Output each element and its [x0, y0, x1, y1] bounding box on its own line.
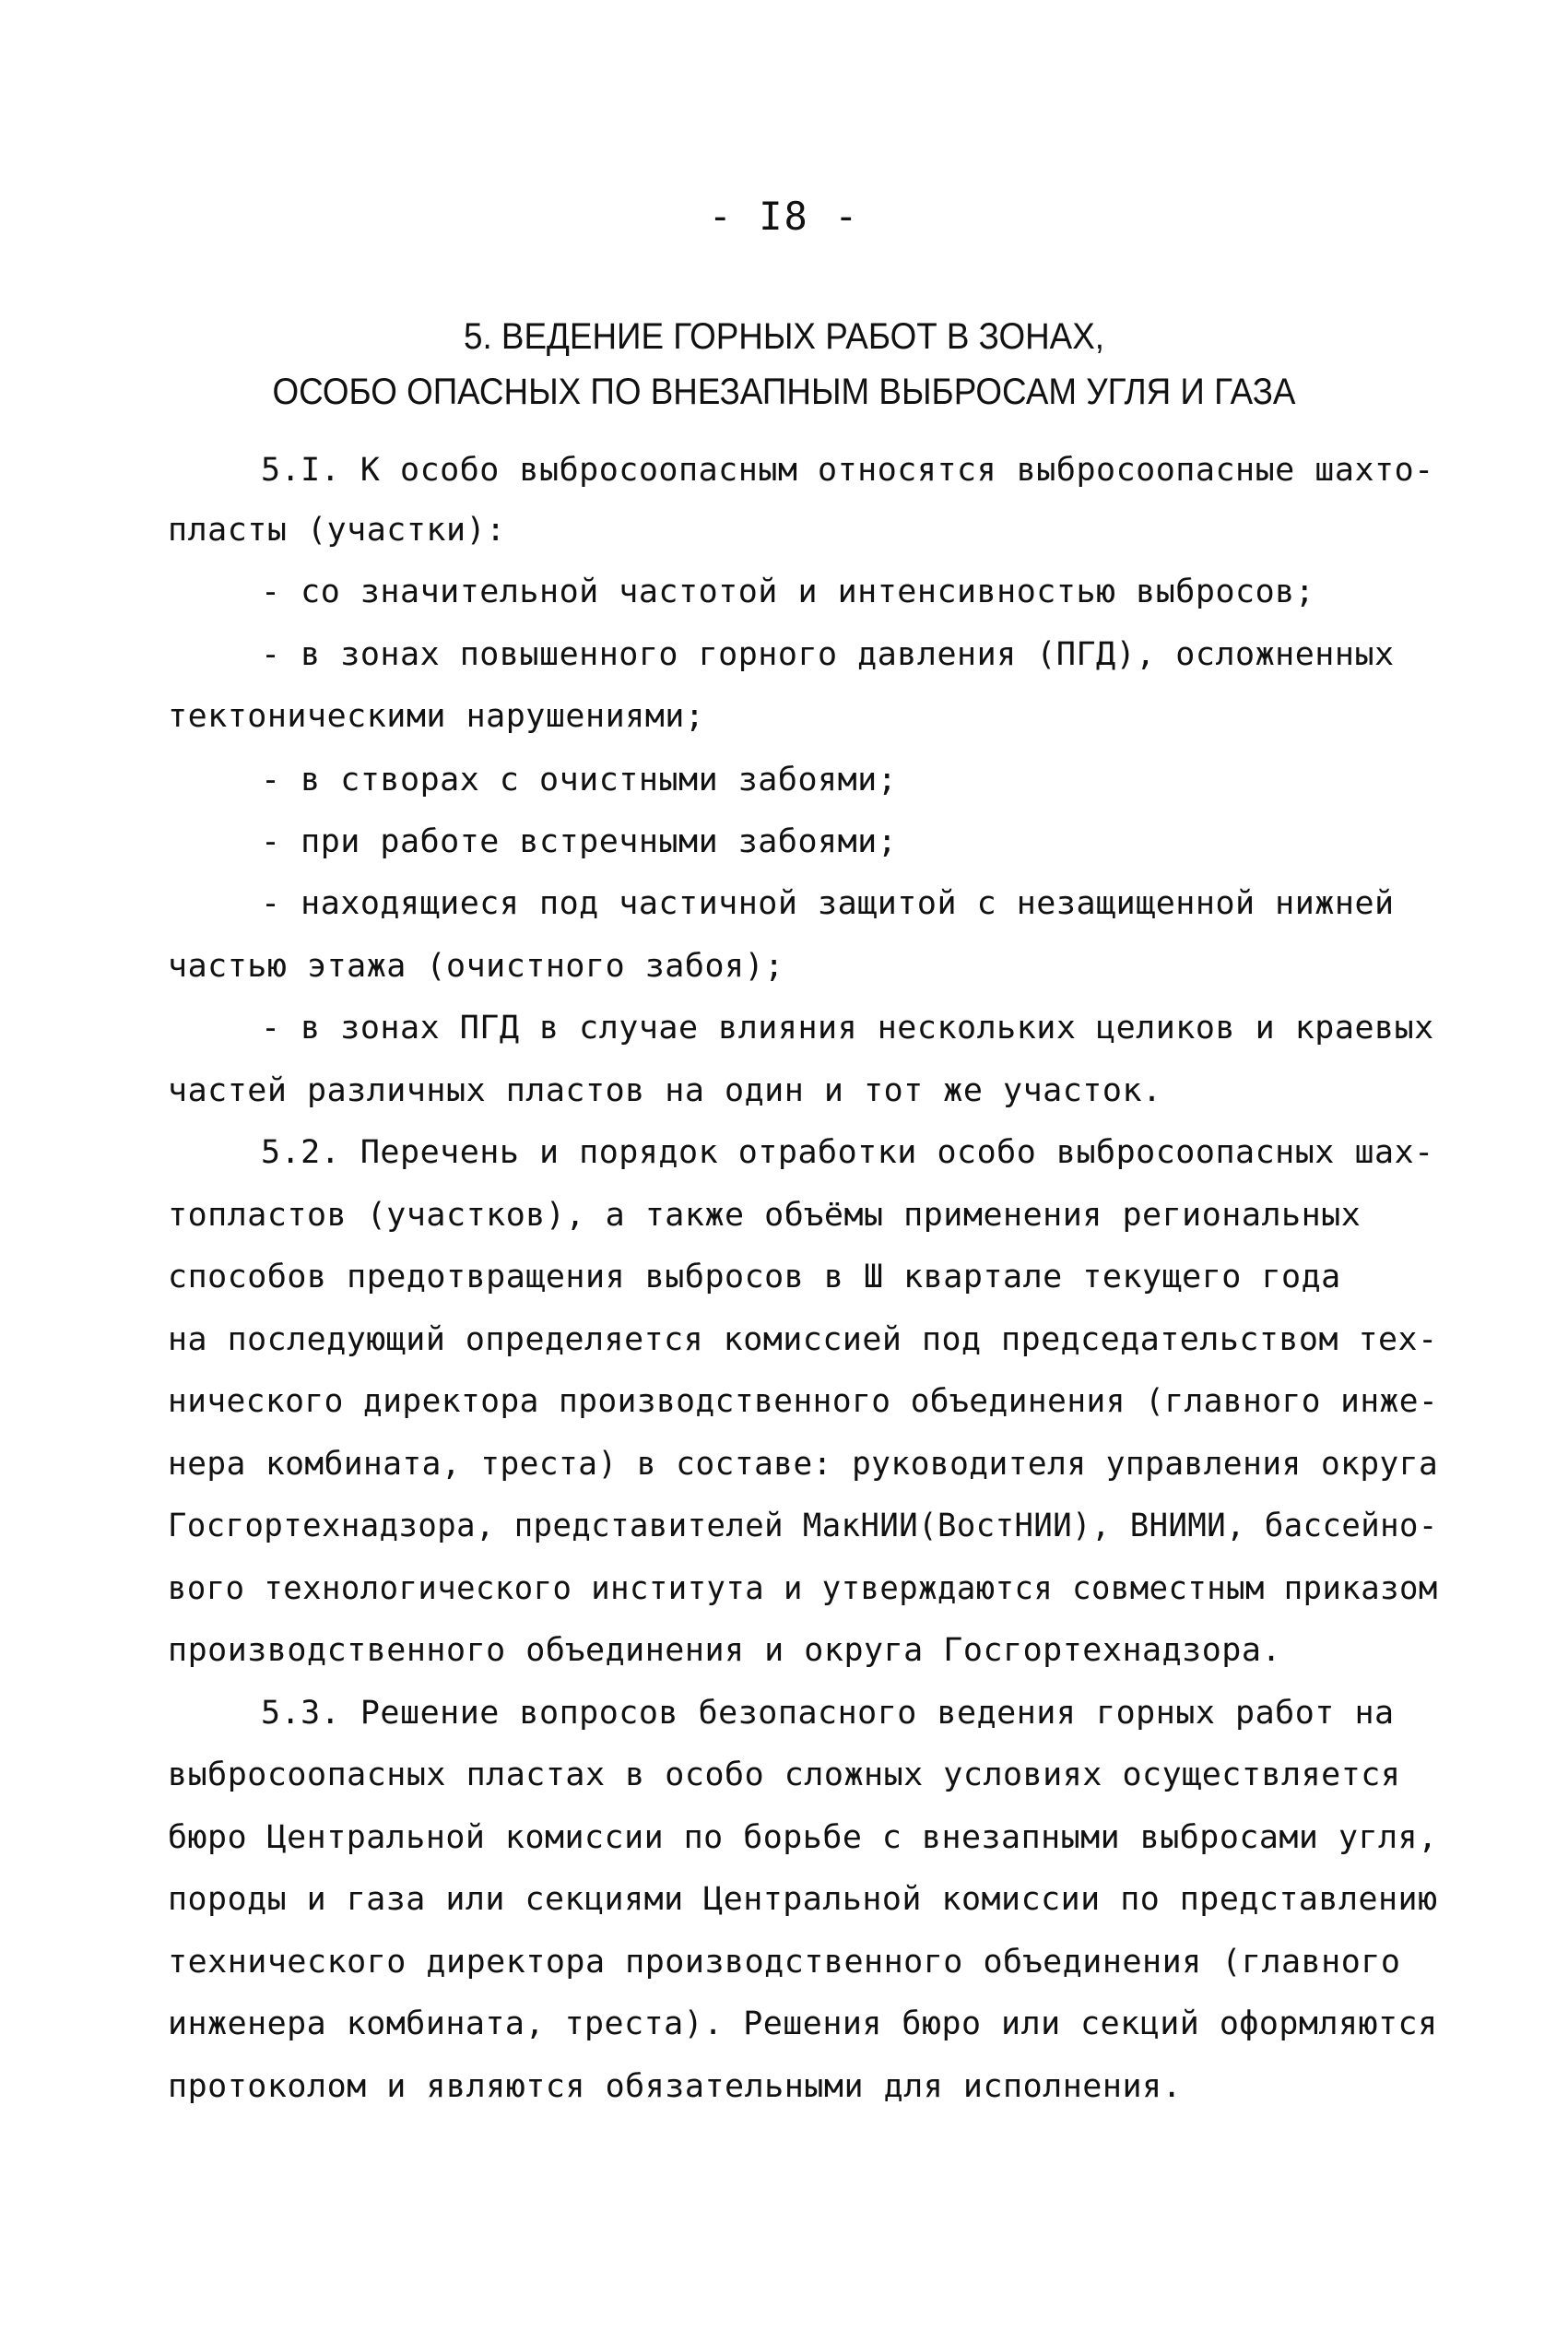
- section-title-line-1: 5. ВЕДЕНИЕ ГОРНЫХ РАБОТ В ЗОНАХ,: [463, 316, 1105, 357]
- paragraph-5-3-line-6: инженера комбината, треста). Решения бюро или секций оформляются: [168, 2005, 1438, 2042]
- list-item-2-line-2: тектоническими нарушениями;: [168, 698, 705, 735]
- paragraph-5-3-line-2: выбросоопасных пластах в особо сложных условиях осуществляется: [168, 1756, 1401, 1793]
- paragraph-5-2-line-3: способов предотвращения выбросов в Ш квартале текущего года: [168, 1259, 1341, 1295]
- paragraph-5-2-line-6: нера комбината, треста) в составе: руководителя управления округа: [168, 1446, 1439, 1483]
- paragraph-5-1-line-1: 5.I. К особо выбросоопасным относятся выбросоопасные шахто-: [261, 452, 1434, 489]
- list-item-5-line-2: частью этажа (очистного забоя);: [168, 948, 784, 985]
- list-item-5-line-1: - находящиеся под частичной защитой с незащищенной нижней: [261, 885, 1395, 922]
- paragraph-5-2-line-8: вого технологического института и утверждаются совместным приказом: [168, 1570, 1438, 1607]
- paragraph-5-2-line-5: нического директора производственного объединения (главного инже-: [168, 1383, 1439, 1420]
- paragraph-5-3-line-5: технического директора производственного объединения (главного: [168, 1944, 1401, 1981]
- paragraph-5-2-line-9: производственного объединения и округа Госгортехнадзора.: [168, 1632, 1282, 1669]
- paragraph-5-2-line-4: на последующий определяется комиссией под председательством тех-: [168, 1321, 1438, 1358]
- paragraph-5-3-line-1: 5.3. Решение вопросов безопасного ведения горных работ на: [261, 1695, 1395, 1732]
- list-item-4: - при работе встречными забоями;: [261, 823, 898, 860]
- paragraph-5-3-line-3: бюро Центральной комиссии по борьбе с внезапными выбросами угля,: [168, 1819, 1438, 1856]
- page-number: - I8 -: [708, 194, 860, 239]
- list-item-6-line-2: частей различных пластов на один и тот же участок.: [168, 1072, 1162, 1109]
- paragraph-5-2-line-1: 5.2. Перечень и порядок отработки особо выбросоопасных шах-: [261, 1134, 1434, 1171]
- list-item-2-line-1: - в зонах повышенного горного давления (ПГД), осложненных: [261, 636, 1395, 673]
- paragraph-5-3-line-7: протоколом и являются обязательными для исполнения.: [168, 2068, 1183, 2105]
- paragraph-5-3-line-4: породы и газа или секциями Центральной комиссии по представлению: [168, 1881, 1438, 1918]
- list-item-3: - в створах с очистными забоями;: [261, 762, 898, 798]
- list-item-6-line-1: - в зонах ПГД в случае влияния нескольких целиков и краевых: [261, 1010, 1434, 1047]
- list-item-1: - со значительной частотой и интенсивностью выбросов;: [261, 574, 1315, 610]
- paragraph-5-1-line-2: пласты (участки):: [168, 512, 506, 549]
- section-title-line-2: ОСОБО ОПАСНЫХ ПО ВНЕЗАПНЫМ ВЫБРОСАМ УГЛЯ И ГАЗА: [272, 372, 1296, 412]
- paragraph-5-2-line-7: Госгортехнадзора, представителей МакНИИ(ВостНИИ), ВНИМИ, бассейно-: [168, 1508, 1438, 1544]
- paragraph-5-2-line-2: топластов (участков), а также объёмы применения региональных: [168, 1197, 1362, 1234]
